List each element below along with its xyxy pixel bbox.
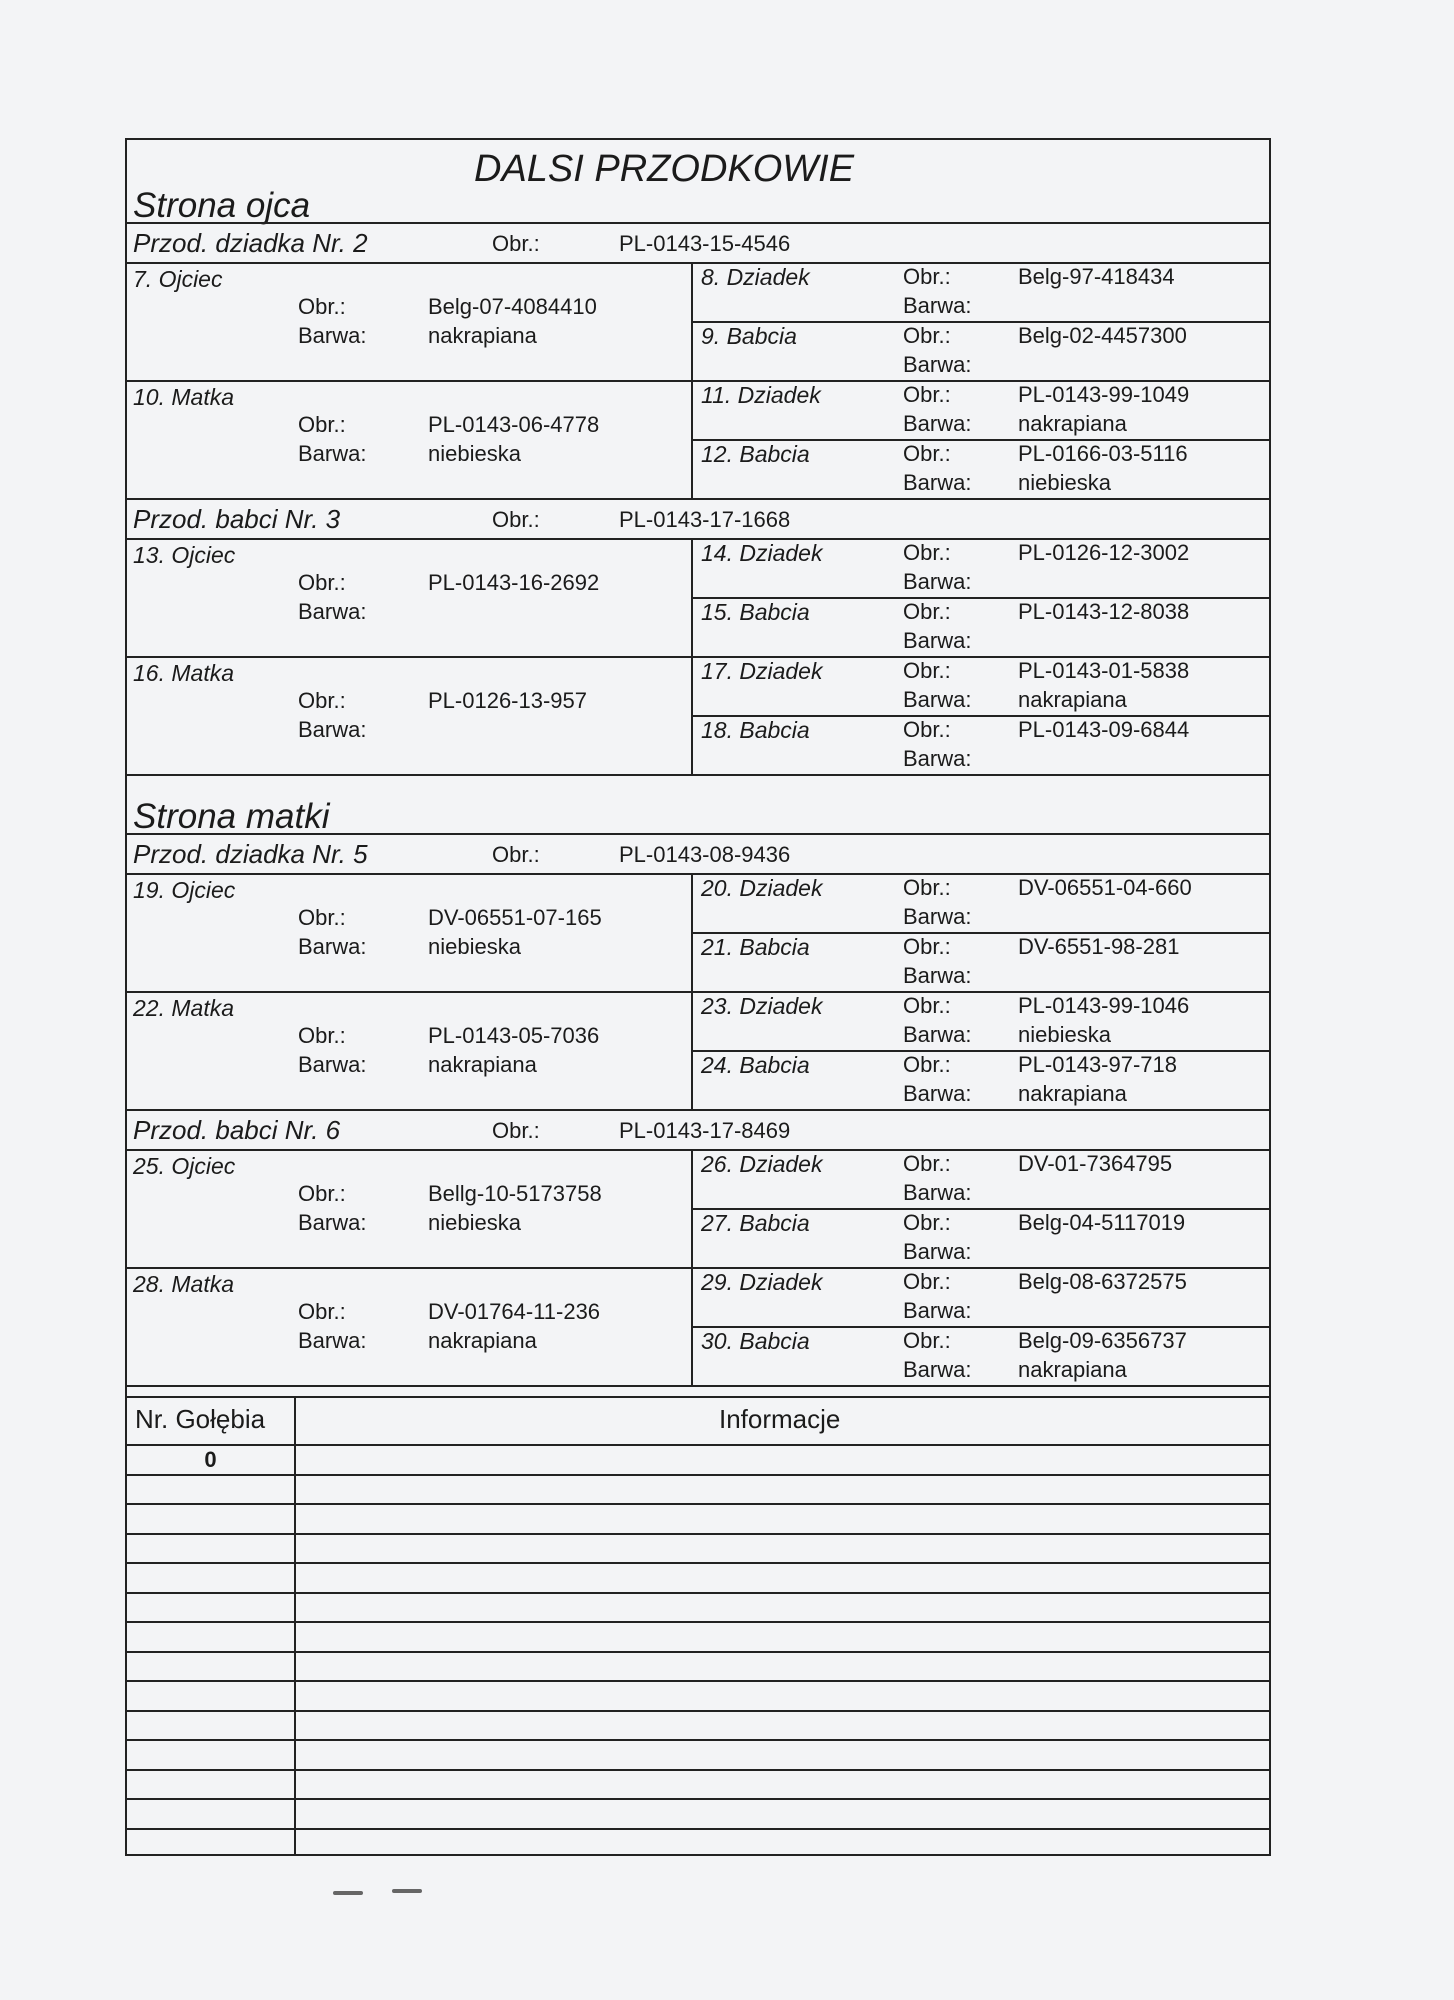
- group-obr-value: PL-0143-17-8469: [619, 1118, 791, 1143]
- group-label: Przod. dziadka Nr. 2: [133, 228, 368, 258]
- parent-obr-value: PL-0126-13-957: [428, 688, 588, 713]
- table-row-line: [127, 1562, 1269, 1564]
- grandparent-barwa-value: nakrapiana: [1018, 1357, 1127, 1382]
- pedigree-sheet: [125, 138, 1271, 1856]
- parent-divider: [127, 498, 1269, 500]
- grandparent-barwa-label: Barwa:: [903, 1180, 972, 1205]
- group-label: Przod. babci Nr. 3: [133, 504, 341, 534]
- grandparent-obr-label: Obr.:: [903, 1052, 951, 1077]
- grandparent-obr-value: PL-0143-97-718: [1018, 1052, 1178, 1077]
- column-header-pigeon-number: Nr. Gołębia: [135, 1404, 266, 1434]
- grandparent-obr-value: PL-0143-09-6844: [1018, 717, 1190, 742]
- grandparent-barwa-label: Barwa:: [903, 904, 972, 929]
- grandparent-barwa-label: Barwa:: [903, 746, 972, 771]
- parent-barwa-label: Barwa:: [298, 323, 367, 348]
- table-column-divider: [294, 1396, 296, 1854]
- parent-obr-label: Obr.:: [298, 905, 346, 930]
- grandparent-name: 17. Dziadek: [701, 658, 823, 684]
- group-label: Przod. dziadka Nr. 5: [133, 839, 368, 869]
- grandparent-obr-value: Belg-09-6356737: [1018, 1328, 1187, 1353]
- table-row-line: [127, 1739, 1269, 1741]
- grandparent-obr-value: DV-6551-98-281: [1018, 934, 1180, 959]
- parent-name: 7. Ojciec: [133, 266, 223, 292]
- grandparent-obr-value: PL-0143-12-8038: [1018, 599, 1190, 624]
- group-obr-label: Obr.:: [492, 507, 540, 532]
- grandparent-obr-label: Obr.:: [903, 934, 951, 959]
- grandparent-barwa-label: Barwa:: [903, 628, 972, 653]
- group-obr-label: Obr.:: [492, 842, 540, 867]
- grandparent-obr-value: PL-0126-12-3002: [1018, 540, 1190, 565]
- parent-obr-value: DV-01764-11-236: [428, 1299, 601, 1324]
- grandparent-obr-value: PL-0143-99-1049: [1018, 382, 1190, 407]
- group-obr-value: PL-0143-15-4546: [619, 231, 791, 256]
- parent-obr-label: Obr.:: [298, 1023, 346, 1048]
- parent-divider: [127, 1109, 1269, 1111]
- parent-obr-label: Obr.:: [298, 1181, 346, 1206]
- grandparent-barwa-label: Barwa:: [903, 687, 972, 712]
- grandparent-obr-label: Obr.:: [903, 658, 951, 683]
- grandparent-barwa-value: niebieska: [1018, 470, 1111, 495]
- grandparent-obr-label: Obr.:: [903, 1151, 951, 1176]
- parent-obr-value: Belg-07-4084410: [428, 294, 597, 319]
- grandparent-barwa-label: Barwa:: [903, 293, 972, 318]
- grandparent-obr-value: Belg-97-418434: [1018, 264, 1175, 289]
- table-row-line: [127, 1798, 1269, 1800]
- section-divider: [127, 833, 1269, 835]
- grandparent-obr-label: Obr.:: [903, 264, 951, 289]
- parent-name: 19. Ojciec: [133, 877, 236, 903]
- grandparent-name: 11. Dziadek: [701, 382, 821, 408]
- table-row-line: [127, 1680, 1269, 1682]
- grandparent-name: 8. Dziadek: [701, 264, 810, 290]
- grandparent-name: 29. Dziadek: [701, 1269, 823, 1295]
- grandparent-name: 26. Dziadek: [701, 1151, 823, 1177]
- group-obr-label: Obr.:: [492, 1118, 540, 1143]
- parent-barwa-value: nakrapiana: [428, 1328, 537, 1353]
- parent-barwa-value: niebieska: [428, 934, 521, 959]
- table-row-line: [127, 1651, 1269, 1653]
- grandparent-name: 9. Babcia: [701, 323, 797, 349]
- grandparent-obr-label: Obr.:: [903, 382, 951, 407]
- grandparent-name: 24. Babcia: [701, 1052, 810, 1078]
- parent-divider: [127, 1385, 1269, 1387]
- grandparent-name: 23. Dziadek: [701, 993, 823, 1019]
- parent-barwa-value: nakrapiana: [428, 323, 537, 348]
- grandparent-barwa-label: Barwa:: [903, 1298, 972, 1323]
- parent-obr-value: DV-06551-07-165: [428, 905, 602, 930]
- grandparent-obr-label: Obr.:: [903, 1269, 951, 1294]
- parent-barwa-label: Barwa:: [298, 717, 367, 742]
- parent-barwa-value: niebieska: [428, 441, 521, 466]
- table-row-line: [127, 1503, 1269, 1505]
- grandparent-barwa-value: nakrapiana: [1018, 1081, 1127, 1106]
- parent-obr-value: PL-0143-16-2692: [428, 570, 600, 595]
- grandparent-name: 18. Babcia: [701, 717, 810, 743]
- parent-obr-value: Bellg-10-5173758: [428, 1181, 602, 1206]
- side-heading: Strona ojca: [133, 186, 311, 225]
- grandparent-obr-value: DV-06551-04-660: [1018, 875, 1192, 900]
- grandparent-obr-value: PL-0166-03-5116: [1018, 441, 1188, 466]
- parent-obr-label: Obr.:: [298, 294, 346, 319]
- parent-name: 13. Ojciec: [133, 542, 236, 568]
- parent-barwa-label: Barwa:: [298, 934, 367, 959]
- table-row-line: [127, 1592, 1269, 1594]
- grandparent-obr-value: DV-01-7364795: [1018, 1151, 1173, 1176]
- parent-obr-value: PL-0143-05-7036: [428, 1023, 600, 1048]
- table-row-line: [127, 1474, 1269, 1476]
- group-obr-value: PL-0143-17-1668: [619, 507, 791, 532]
- grandparent-obr-label: Obr.:: [903, 323, 951, 348]
- parent-barwa-value: niebieska: [428, 1210, 521, 1235]
- group-obr-value: PL-0143-08-9436: [619, 842, 791, 867]
- grandparent-name: 27. Babcia: [701, 1210, 810, 1236]
- grandparent-obr-value: Belg-02-4457300: [1018, 323, 1187, 348]
- grandparent-obr-value: Belg-08-6372575: [1018, 1269, 1187, 1294]
- grandparent-barwa-label: Barwa:: [903, 1022, 972, 1047]
- grandparent-barwa-label: Barwa:: [903, 470, 972, 495]
- grandparent-name: 15. Babcia: [701, 599, 810, 625]
- grandparent-name: 12. Babcia: [701, 441, 810, 467]
- grandparent-name: 20. Dziadek: [701, 875, 823, 901]
- parent-barwa-label: Barwa:: [298, 599, 367, 624]
- parent-name: 22. Matka: [133, 995, 234, 1021]
- parent-obr-label: Obr.:: [298, 688, 346, 713]
- table-cell-pigeon-number: 0: [204, 1447, 217, 1472]
- parent-name: 25. Ojciec: [133, 1153, 236, 1179]
- parent-name: 28. Matka: [133, 1271, 234, 1297]
- column-header-information: Informacje: [719, 1404, 841, 1434]
- grandparent-obr-label: Obr.:: [903, 1210, 951, 1235]
- side-heading: Strona matki: [133, 797, 330, 836]
- grandparent-obr-label: Obr.:: [903, 717, 951, 742]
- grandparent-obr-value: PL-0143-99-1046: [1018, 993, 1190, 1018]
- page-smudge: [392, 1889, 422, 1893]
- parent-barwa-label: Barwa:: [298, 1210, 367, 1235]
- table-header-line: [127, 1444, 1269, 1446]
- group-label: Przod. babci Nr. 6: [133, 1115, 341, 1145]
- grandparent-barwa-label: Barwa:: [903, 1357, 972, 1382]
- grandparent-barwa-label: Barwa:: [903, 1081, 972, 1106]
- grandparent-barwa-label: Barwa:: [903, 963, 972, 988]
- grandparent-barwa-value: niebieska: [1018, 1022, 1111, 1047]
- page-smudge: [333, 1891, 363, 1895]
- grandparent-name: 14. Dziadek: [701, 540, 823, 566]
- parent-barwa-label: Barwa:: [298, 441, 367, 466]
- table-row-line: [127, 1710, 1269, 1712]
- table-row-line: [127, 1621, 1269, 1623]
- parent-name: 10. Matka: [133, 384, 234, 410]
- table-row-line: [127, 1828, 1269, 1830]
- document-title: DALSI PRZODKOWIE: [474, 148, 855, 190]
- grandparent-barwa-label: Barwa:: [903, 569, 972, 594]
- parent-obr-label: Obr.:: [298, 1299, 346, 1324]
- grandparent-obr-value: Belg-04-5117019: [1018, 1210, 1186, 1235]
- grandparent-obr-label: Obr.:: [903, 875, 951, 900]
- grandparent-name: 30. Babcia: [701, 1328, 810, 1354]
- grandparent-barwa-label: Barwa:: [903, 411, 972, 436]
- table-row-line: [127, 1533, 1269, 1535]
- table-top-line: [127, 1396, 1269, 1398]
- parent-barwa-label: Barwa:: [298, 1052, 367, 1077]
- parent-divider: [127, 774, 1269, 776]
- section-divider: [127, 222, 1269, 224]
- table-row-line: [127, 1769, 1269, 1771]
- parent-barwa-value: nakrapiana: [428, 1052, 537, 1077]
- grandparent-obr-label: Obr.:: [903, 993, 951, 1018]
- grandparent-barwa-label: Barwa:: [903, 352, 972, 377]
- grandparent-obr-value: PL-0143-01-5838: [1018, 658, 1190, 683]
- grandparent-barwa-label: Barwa:: [903, 1239, 972, 1264]
- grandparent-obr-label: Obr.:: [903, 540, 951, 565]
- grandparent-obr-label: Obr.:: [903, 441, 951, 466]
- parent-name: 16. Matka: [133, 660, 234, 686]
- grandparent-barwa-value: nakrapiana: [1018, 687, 1127, 712]
- grandparent-obr-label: Obr.:: [903, 599, 951, 624]
- grandparent-name: 21. Babcia: [701, 934, 810, 960]
- group-obr-label: Obr.:: [492, 231, 540, 256]
- grandparent-barwa-value: nakrapiana: [1018, 411, 1127, 436]
- parent-barwa-label: Barwa:: [298, 1328, 367, 1353]
- parent-obr-label: Obr.:: [298, 570, 346, 595]
- parent-obr-label: Obr.:: [298, 412, 346, 437]
- parent-obr-value: PL-0143-06-4778: [428, 412, 600, 437]
- grandparent-obr-label: Obr.:: [903, 1328, 951, 1353]
